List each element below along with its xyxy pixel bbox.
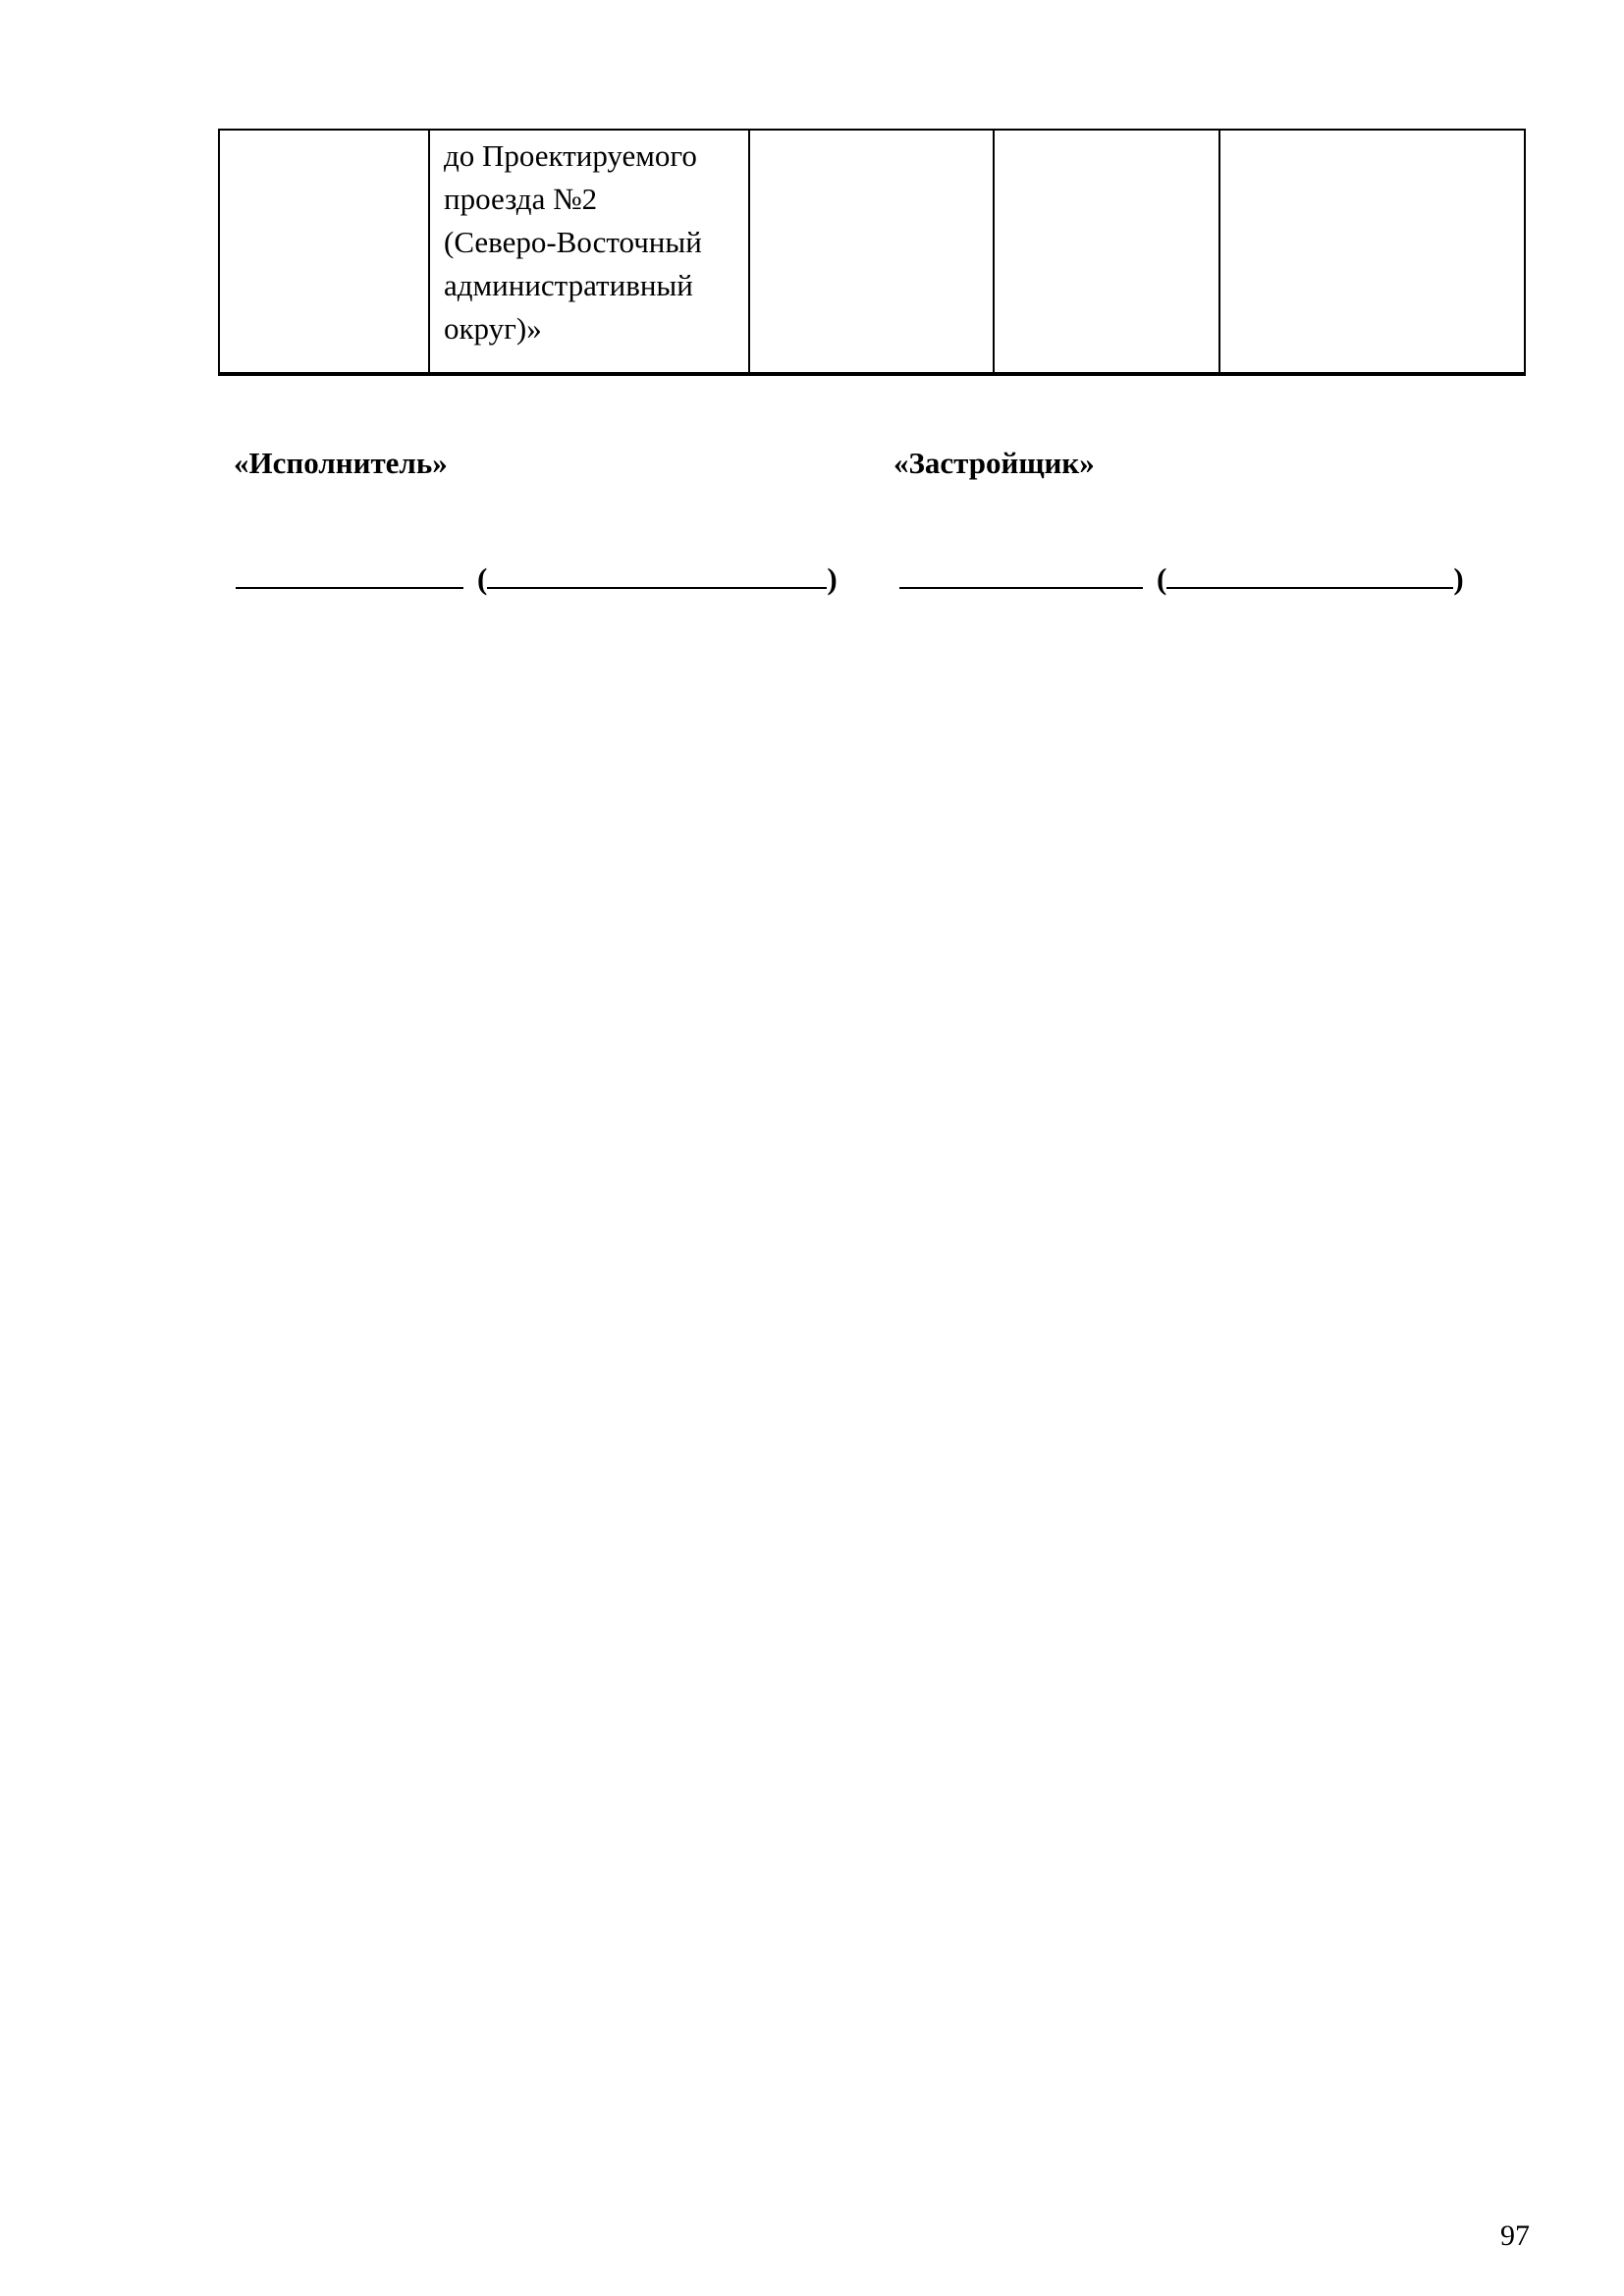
table-cell-4 bbox=[994, 130, 1219, 374]
developer-label: «Застройщик» bbox=[893, 446, 1095, 480]
developer-signature-line bbox=[899, 556, 1464, 599]
executor-label: «Исполнитель» bbox=[234, 446, 448, 480]
page-number: 97 bbox=[1500, 2219, 1530, 2252]
executor-signature-line bbox=[236, 556, 838, 599]
table-cell-1 bbox=[219, 130, 429, 374]
executor-signature-blank bbox=[236, 556, 463, 589]
table-cell-3 bbox=[749, 130, 994, 374]
executor-open-paren: ( bbox=[477, 561, 488, 596]
table-row bbox=[219, 130, 1525, 374]
executor-close-paren: ) bbox=[827, 561, 838, 596]
continuation-table bbox=[218, 129, 1526, 376]
developer-name-blank bbox=[1166, 556, 1453, 589]
developer-signature-blank bbox=[899, 556, 1143, 589]
developer-close-paren: ) bbox=[1453, 561, 1464, 596]
object-description-text: до Проектируемого проезда №2 (Северо-Восточный административный округ)» bbox=[444, 138, 702, 346]
developer-open-paren: ( bbox=[1157, 561, 1167, 596]
table-cell-2 bbox=[429, 130, 749, 374]
table-cell-5 bbox=[1219, 130, 1525, 374]
executor-name-blank bbox=[487, 556, 827, 589]
